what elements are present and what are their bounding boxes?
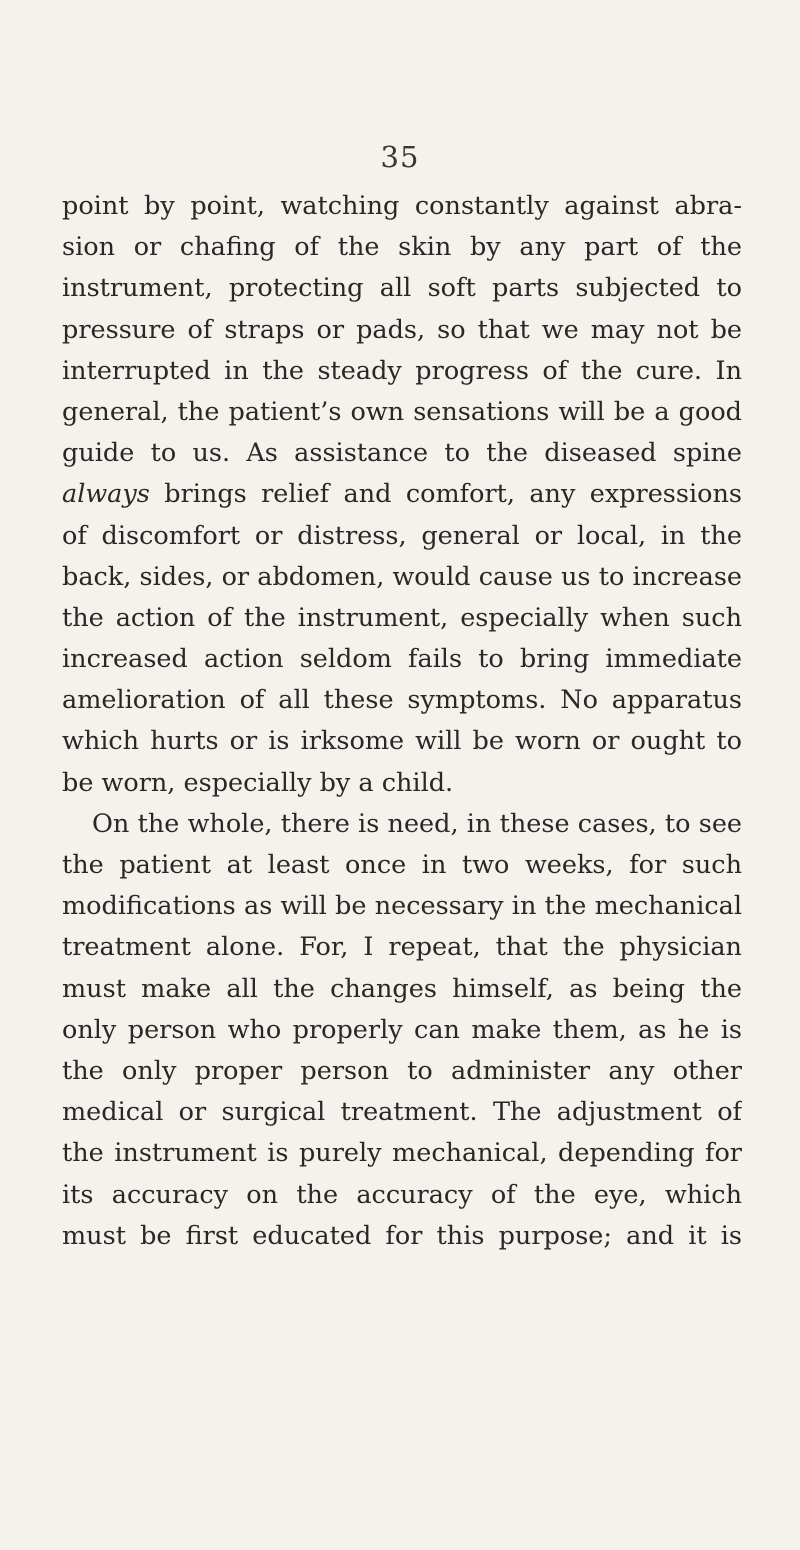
text-line: of discomfort or distress, general or local, in the (62, 520, 742, 551)
emphasis-word: always (62, 479, 150, 510)
text-line: increased action seldom fails to bring immediate (62, 644, 742, 675)
text-segment: brings relief and comfort, any expressions (149, 479, 742, 510)
text-line: must make all the changes himself, as being the (62, 973, 742, 1004)
text-line: the only proper person to administer any other (62, 1055, 742, 1086)
body-text (62, 186, 742, 1257)
text-line: the instrument is purely mechanical, depending for (62, 1138, 742, 1169)
text-line: instrument, protecting all soft parts subjected to (62, 273, 742, 304)
paragraph-first-line: On the whole, there is need, in these cases, to see (92, 808, 742, 839)
text-line: point by point, watching constantly against abra- (62, 191, 742, 221)
text-line: its accuracy on the accuracy of the eye, which (62, 1179, 742, 1210)
text-line: treatment alone. For, I repeat, that the physician (62, 932, 742, 963)
text-line: interrupted in the steady progress of the cure. In (62, 355, 742, 386)
text-line (62, 474, 742, 515)
text-line: general, the patient’s own sensations will be a good (62, 396, 742, 427)
text-line: the patient at least once in two weeks, for such (62, 850, 742, 880)
text-line: medical or surgical treatment. The adjustment of (62, 1097, 742, 1128)
text-line: modifications as will be necessary in the mechanical (62, 891, 742, 922)
text-line: be worn, especially by a child. (62, 767, 454, 798)
text-line: amelioration of all these symptoms. No apparatus (62, 685, 742, 716)
text-line: must be first educated for this purpose; and it is (62, 1220, 742, 1251)
page-number: 35 (380, 140, 420, 174)
text-line: only person who properly can make them, as he is (62, 1014, 742, 1045)
text-line: pressure of straps or pads, so that we may not be (62, 314, 742, 345)
text-line: back, sides, or abdomen, would cause us to increase (62, 561, 742, 592)
text-line: guide to us. As assistance to the diseased spine (62, 438, 742, 469)
text-line: the action of the instrument, especially when such (62, 602, 742, 633)
text-line: which hurts or is irksome will be worn or ought to (62, 726, 742, 757)
text-line: sion or chafing of the skin by any part of the (62, 232, 742, 263)
